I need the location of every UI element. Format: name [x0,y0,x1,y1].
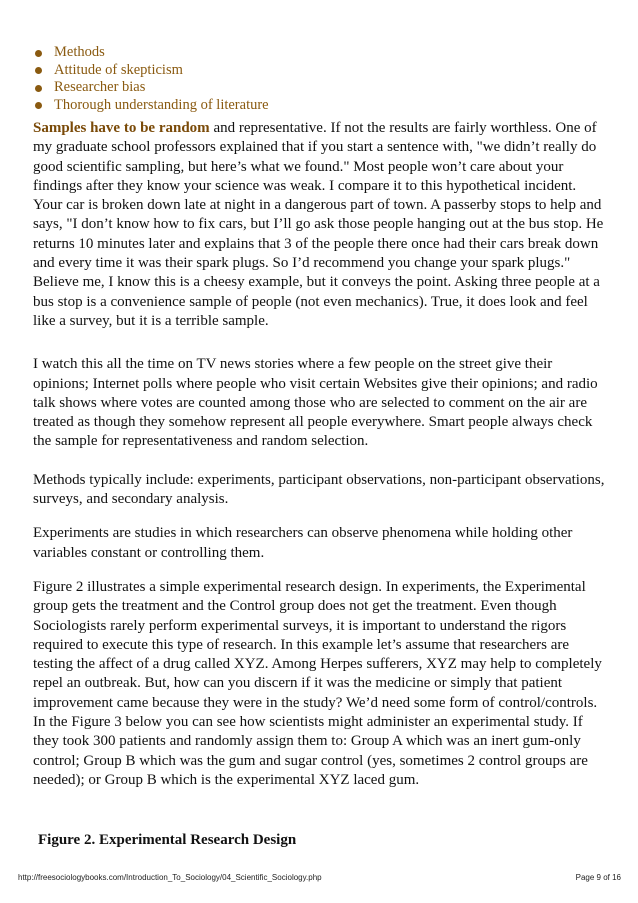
paragraph-methods: Methods typically include: experiments, participant observations, non-participant observations, surveys, and secondary analysis. [33,471,605,508]
page-footer [18,873,621,882]
footer-url: http://freesociologybooks.com/Introduction_To_Sociology/04_Scientific_Sociology.php [18,873,322,882]
bullet-item: Methods [34,44,269,62]
page-number: Page 9 of 16 [575,873,621,882]
paragraph-sampling: Samples have to be random and representative. If not the results are fairly worthless. One of my graduate school professors explained that if you start a sentence with, "we didn’t really do good scientific sampling, but here’s what we found." Most people won’t care about your findings after they know your science was weak. I compare it to this hypothetical incident. Your car is broken down late at night in a dangerous part of town. A passerby stops to help and says, "I don’t know how to fix cars, but I’ll go ask those people hanging out at the bus stop. He returns 10 minutes later and explains that 3 of the people there once had their cars break down and every time it was their spark plugs. So I’d recommend you change your spark plugs." Believe me, I know this is a cheesy example, but it conveys the point. Asking three people at a bus stop is a convenience sample of people (not even mechanics). True, it does look and feel like a survey, but it is a terrible sample. [33,120,604,329]
bullet-item: Researcher bias [34,79,269,97]
paragraph-figure-2: Figure 2 illustrates a simple experimental research design. In experiments, the Experimental group gets the treatment and the Control group does not get the treatment. Even though Sociologists rarely perform experimental surveys, it is important to understand the rigors required to execute this type of research. In this example let’s assume that researchers are testing the affect of a drug called XYZ. Among Herpes sufferers, XYZ may help to completely repel an outbreak. But, how can you discern if it was the medicine or simply that patient improvement came because they were in the study? We’d need some form of control/controls. In the Figure 3 below you can see how scientists might administer an experimental study. If they took 300 patients and randomly assign them to: Group A which was an inert gum-only control; Group B which was the gum and sugar control (yes, sometimes 2 control groups are needed); or Group B which is the experimental XYZ laced gum. [33,578,602,788]
bullet-list [34,44,269,114]
bullet-dot-icon [35,67,42,74]
bold-lead-phrase: Samples have to be random [33,120,210,136]
bullet-item: Attitude of skepticism [34,62,269,80]
body-text [33,119,608,805]
bullet-dot-icon [35,102,42,109]
paragraph-tv-news: I watch this all the time on TV news stories where a few people on the street give their opinions; Internet polls where people who visit certain Websites give their opinions; and radio talk shows where votes are counted among those who are selected to comment on the air are treated as though they somehow represent all people everywhere. Smart people always check the sample for representativeness and random selection. [33,356,598,450]
bullet-item: Thorough understanding of literature [34,97,269,115]
paragraph-experiments: Experiments are studies in which researchers can observe phenomena while holding other variables constant or controlling them. [33,525,573,561]
bullet-dot-icon [35,85,42,92]
figure-caption: Figure 2. Experimental Research Design [38,832,297,848]
bullet-dot-icon [35,50,42,57]
